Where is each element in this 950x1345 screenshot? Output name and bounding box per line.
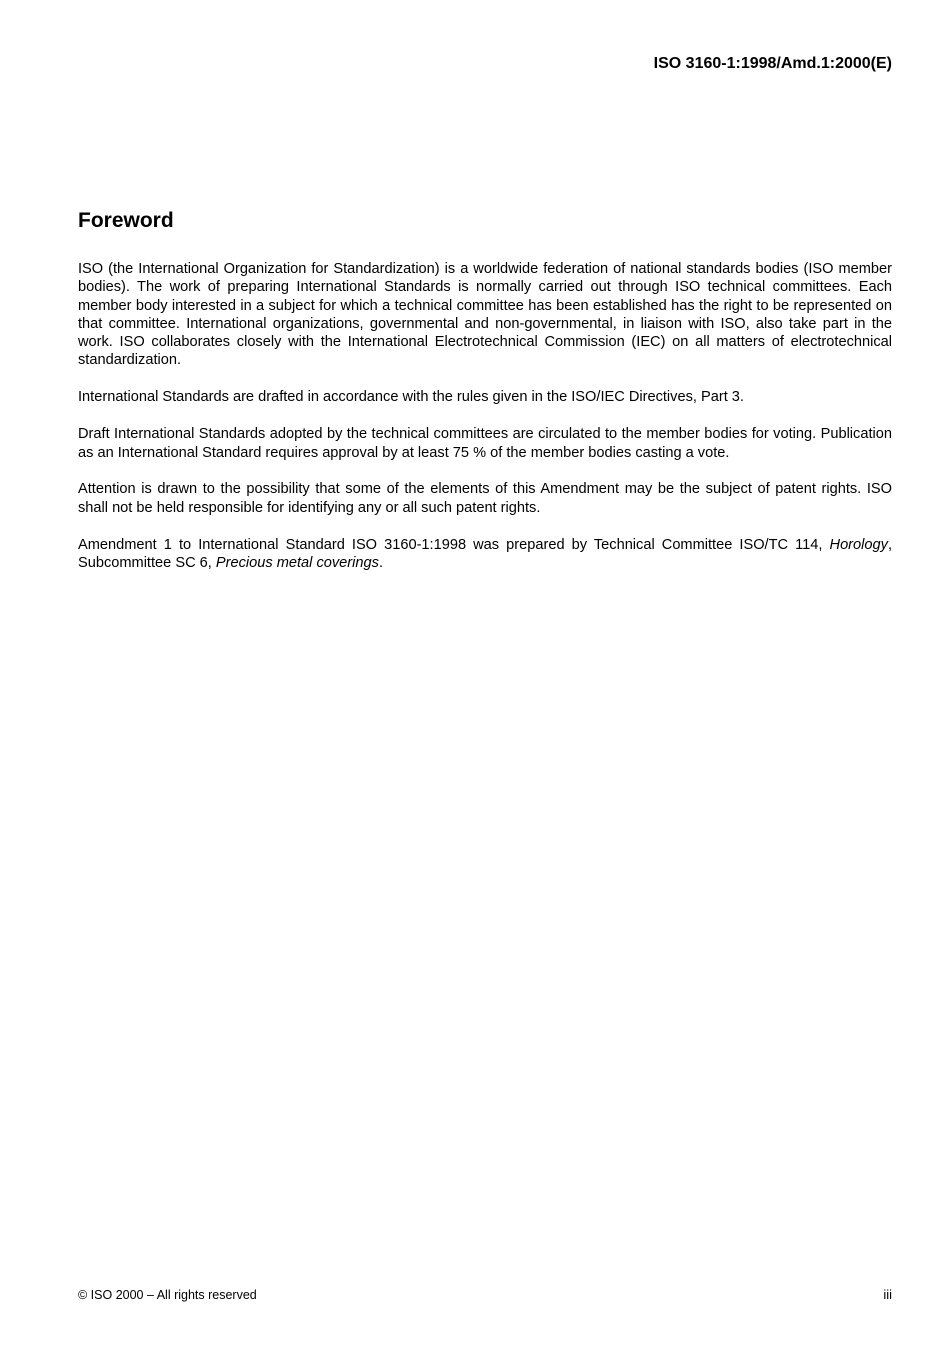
paragraph-drafting-rules: International Standards are drafted in accordance with the rules given in the ISO/IEC Directives, Part 3.: [78, 389, 744, 406]
preparation-text-part1: Amendment 1 to International Standard ISO 3160-1:1998 was prepared by Technical Committee ISO/TC 114,: [78, 536, 830, 553]
paragraph-preparation: [78, 536, 892, 573]
paragraph-iso-description: ISO (the International Organization for Standardization) is a worldwide federation of national standards bodies (ISO member bodies). The work of preparing International Standards is normally carried out through ISO technical committees. Each member body interested in a subject for which a technical committee has been established has the right to be represented on that committee. International organizations, governmental and non-governmental, in liaison with ISO, also take part in the work. ISO collaborates closely with the International Electrotechnical Commission (IEC) on all matters of electrotechnical standardization.: [78, 261, 892, 369]
document-reference: ISO 3160-1:1998/Amd.1:2000(E): [653, 55, 892, 72]
committee-name: Horology: [829, 536, 888, 553]
preparation-text-part2: , Subcommittee SC 6,: [78, 536, 892, 571]
subcommittee-name: Precious metal coverings: [215, 554, 379, 571]
page-number: iii: [883, 1287, 892, 1302]
paragraph-voting: Draft International Standards adopted by the technical committees are circulated to the member bodies for voting. Publication as an International Standard requires approval by at least 75 % of the member bodies casting a vote.: [78, 426, 892, 461]
page-title: Foreword: [78, 209, 174, 232]
paragraph-patent-rights: Attention is drawn to the possibility that some of the elements of this Amendment may be the subject of patent rights. ISO shall not be held responsible for identifying any or all such patent rights.: [78, 481, 892, 516]
copyright-notice: © ISO 2000 – All rights reserved: [78, 1288, 257, 1302]
foreword-body: [78, 260, 892, 591]
preparation-text-part3: .: [378, 554, 383, 571]
